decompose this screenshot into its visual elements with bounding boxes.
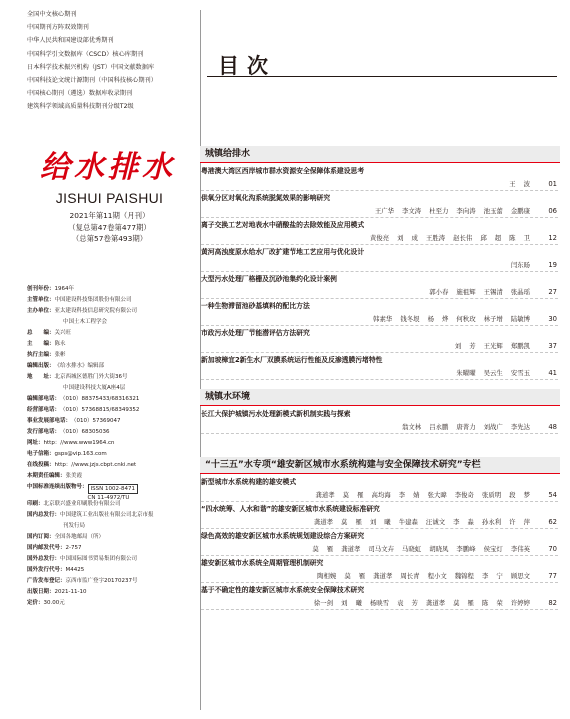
imprint-row bbox=[27, 372, 199, 383]
imprint-value: 全国各地邮局（所） bbox=[54, 534, 105, 540]
article-title: 新型城市水系统构建的雄安模式 bbox=[201, 478, 297, 486]
article-authors: 徐一剑 刘 曦 杨映雪 袁 芳 龚道孝 莫 罹 陈 荣 许婷婷 bbox=[313, 598, 530, 607]
entry-meta-row bbox=[201, 516, 558, 529]
imprint-row bbox=[27, 510, 199, 521]
imprint-row bbox=[27, 598, 199, 609]
index-item: 日本科学技术振兴机构（JST）中国文献数据库 bbox=[27, 63, 155, 71]
page-number: 19 bbox=[548, 260, 557, 269]
imprint-key: 广告发布登记： bbox=[27, 578, 66, 584]
imprint-value: 中国土木工程学会 bbox=[63, 319, 108, 325]
article-title: 基于不确定性的雄安新区城市水系统安全保障技术研究 bbox=[201, 586, 365, 594]
entry-divider bbox=[201, 582, 558, 583]
imprint-row bbox=[27, 543, 199, 554]
imprint-value: http：//www.www1964.cn bbox=[43, 440, 115, 446]
imprint-value: 中国建设科技集团股份有限公司 bbox=[54, 297, 132, 303]
article-title: 新加坡樟宜2新生水厂双膜系统运行性能及反渗透膜污堵特性 bbox=[201, 356, 383, 364]
imprint-key: 国外发行代号： bbox=[27, 567, 66, 573]
page-number: 01 bbox=[548, 179, 557, 188]
page-number: 30 bbox=[548, 314, 557, 323]
imprint-key: 本期责任编辑： bbox=[27, 473, 66, 479]
imprint-value: 2-757 bbox=[65, 545, 82, 551]
imprint-key: 事业发展部电话： bbox=[27, 418, 72, 424]
index-item: 全国中文核心期刊 bbox=[27, 11, 77, 18]
article-authors: 龚道孝 莫 罹 刘 曦 牛建森 汪诚文 李 淼 孙永利 许 萍 bbox=[313, 517, 530, 526]
article-authors: 刘 芳 王光辉 郑鹏凯 bbox=[454, 341, 530, 350]
index-item: 中国期刊方阵双效期刊 bbox=[27, 24, 89, 32]
imprint-key: 主管单位： bbox=[27, 297, 55, 303]
imprint-value: （010）57369047 bbox=[71, 418, 121, 424]
article-title: 长江大保护城镇污水处理新模式新机制实践与探索 bbox=[201, 410, 351, 418]
imprint-key: 经营部电话： bbox=[27, 407, 61, 413]
toc-entry[interactable] bbox=[201, 327, 558, 353]
imprint-row bbox=[27, 394, 199, 405]
toc-entry[interactable] bbox=[201, 192, 558, 218]
page-number: 48 bbox=[548, 422, 557, 431]
entry-divider bbox=[201, 528, 558, 529]
imprint-key: 编辑出版： bbox=[27, 363, 55, 369]
imprint-row bbox=[27, 317, 199, 328]
imprint-value: 张美霞 bbox=[65, 473, 83, 479]
journal-logo bbox=[33, 148, 183, 184]
imprint-row bbox=[27, 521, 199, 532]
toc-entry[interactable] bbox=[201, 530, 558, 556]
imprint-row bbox=[27, 499, 199, 510]
article-title: 供氧分区对氧化沟系统脱氮效果的影响研究 bbox=[201, 194, 331, 202]
section-entries bbox=[201, 165, 558, 381]
entry-meta-row bbox=[201, 543, 558, 556]
entry-divider bbox=[201, 379, 558, 380]
toc-entry[interactable] bbox=[201, 557, 558, 583]
toc-entry[interactable] bbox=[201, 246, 558, 272]
imprint-row bbox=[27, 565, 199, 576]
imprint-row bbox=[27, 471, 199, 482]
total-volume-line: （总第57卷第493期） bbox=[71, 234, 148, 243]
entry-meta-row bbox=[201, 570, 558, 583]
imprint-value: （010）68305036 bbox=[60, 429, 110, 435]
imprint-value: 中国建设科技大厦A座4层 bbox=[63, 385, 126, 391]
issn-cn-block bbox=[88, 482, 138, 499]
page-number: 82 bbox=[548, 598, 557, 607]
index-item: 中国核心期刊（遴选）数据库收录期刊 bbox=[27, 90, 133, 98]
article-title: 绿色高效的雄安新区城市水系统规划建设综合方案研究 bbox=[201, 532, 365, 540]
imprint-key: 执行主编： bbox=[27, 352, 55, 358]
article-title: 黄河高浊度原水给水厂改扩建节地工艺应用与优化设计 bbox=[201, 248, 365, 256]
entry-meta-row bbox=[201, 205, 558, 218]
article-authors: 莫 罹 龚道孝 司马文卉 马晓虹 胡晓凤 李鹏峰 侯宝灯 李伟英 bbox=[312, 544, 530, 553]
imprint-value: 30.00元 bbox=[43, 600, 65, 606]
entry-divider bbox=[201, 271, 558, 272]
imprint-value: M4425 bbox=[65, 567, 85, 573]
article-title: 雄安新区城市水系统全周期管理机制研究 bbox=[201, 559, 324, 567]
imprint-row bbox=[27, 482, 199, 499]
imprint-key: 定价： bbox=[27, 600, 44, 606]
toc-title-rule bbox=[207, 76, 557, 77]
imprint-key: 中国标准连续出版物号： bbox=[27, 484, 88, 490]
entry-meta-row bbox=[201, 313, 558, 326]
imprint-value: 1964年 bbox=[54, 286, 75, 292]
section-rule bbox=[200, 473, 560, 474]
imprint-row bbox=[27, 405, 199, 416]
article-authors: 韩素华 钱冬垠 杨 烨 何秋玫 林子增 陆敏博 bbox=[373, 314, 530, 323]
section-header bbox=[200, 389, 560, 405]
imprint-key: 发行部电话： bbox=[27, 429, 61, 435]
journal-pinyin: JISHUI PAISHUI bbox=[55, 190, 164, 206]
article-authors: 王 波 bbox=[509, 179, 530, 188]
imprint-value: 刊发行局 bbox=[63, 523, 86, 529]
imprint-row bbox=[27, 284, 199, 295]
section-label: 城镇水环境 bbox=[205, 392, 251, 402]
index-item: 中华人民共和国建设部优秀期刊 bbox=[27, 37, 114, 45]
imprint-key: 印刷： bbox=[27, 501, 44, 507]
index-item: 中国科技论文统计源期刊（中国科技核心期刊） bbox=[27, 77, 157, 85]
imprint-block bbox=[27, 284, 199, 609]
volume-line: （复总第47卷第477期） bbox=[68, 222, 151, 232]
toc-entry[interactable] bbox=[201, 165, 558, 191]
entry-divider bbox=[201, 244, 558, 245]
article-authors: 陶相婉 莫 罹 龚道孝 周长青 程小文 魏锦程 李 宁 顾思文 bbox=[317, 571, 530, 580]
entry-meta-row bbox=[201, 489, 558, 502]
article-authors: 黄俊亮 刘 成 王胜涛 赵长伟 邱 超 陈 卫 bbox=[369, 233, 530, 242]
imprint-row bbox=[27, 460, 199, 471]
imprint-key: 出版日期： bbox=[27, 589, 55, 595]
imprint-row bbox=[27, 449, 199, 460]
entry-divider bbox=[201, 217, 558, 218]
entry-divider bbox=[201, 325, 558, 326]
toc-entry[interactable] bbox=[201, 584, 558, 610]
page-number: 06 bbox=[548, 206, 557, 215]
svg-text:给水排水: 给水排水 bbox=[40, 150, 176, 184]
imprint-value: 张彬 bbox=[54, 352, 66, 358]
section-entries bbox=[201, 476, 558, 611]
imprint-row bbox=[27, 361, 199, 372]
imprint-key: 主 编： bbox=[27, 341, 55, 347]
article-authors: 郭小春 施祖辉 王锡清 张晶瑶 bbox=[429, 287, 530, 296]
issue-line: 2021年第11期（月刊） bbox=[69, 211, 150, 220]
page-number: 70 bbox=[548, 544, 557, 553]
imprint-row bbox=[27, 328, 199, 339]
entry-meta-row bbox=[201, 421, 558, 434]
imprint-key: 国内总发行： bbox=[27, 512, 61, 518]
entry-meta-row bbox=[201, 259, 558, 272]
imprint-key: 在线投稿： bbox=[27, 462, 55, 468]
article-authors: 朱曜曜 吴云生 安雪玉 bbox=[456, 368, 530, 377]
imprint-value: 陈永 bbox=[54, 341, 66, 347]
section-rule bbox=[200, 162, 560, 163]
imprint-value: http：//www.jzjs.cbpt.cnki.net bbox=[54, 462, 137, 468]
imprint-row bbox=[27, 532, 199, 543]
entry-divider bbox=[201, 609, 558, 610]
imprint-value: 2021-11-10 bbox=[54, 589, 87, 595]
article-title: 粤港澳大湾区西岸城市群水资源安全保障体系建设思考 bbox=[201, 167, 365, 175]
index-item: 中国科学引文数据库（CSCD）核心库期刊 bbox=[27, 50, 144, 58]
section-label: 城镇给排水 bbox=[205, 149, 251, 159]
imprint-key: 国外总发行： bbox=[27, 556, 61, 562]
section-label: “十三五”水专项“雄安新区城市水系统构建与安全保障技术研究”专栏 bbox=[205, 460, 481, 470]
toc-entry[interactable] bbox=[201, 273, 558, 299]
cn-number: CN 11-4972/TU bbox=[87, 495, 130, 501]
toc-entry[interactable] bbox=[201, 354, 558, 380]
entry-divider bbox=[201, 501, 558, 502]
article-authors: 龚道孝 莫 罹 高均海 李 婧 张大暐 李俊奇 张质明 段 梦 bbox=[315, 490, 530, 499]
entry-divider bbox=[201, 352, 558, 353]
imprint-value: 北京西城区德胜门外大街36号 bbox=[54, 374, 128, 380]
imprint-row bbox=[27, 587, 199, 598]
imprint-row bbox=[27, 427, 199, 438]
entry-divider bbox=[201, 298, 558, 299]
article-authors: 闫东旸 bbox=[510, 260, 530, 269]
indexing-list bbox=[27, 8, 202, 114]
imprint-value: （010）88375433/68316321 bbox=[60, 396, 140, 402]
entry-divider bbox=[201, 433, 558, 434]
imprint-row bbox=[27, 295, 199, 306]
imprint-value: 中国国际图书贸易集团有限公司 bbox=[60, 556, 138, 562]
imprint-key: 创刊年份： bbox=[27, 286, 55, 292]
toc-title: 目次 bbox=[218, 54, 276, 78]
entry-meta-row bbox=[201, 597, 558, 610]
imprint-row bbox=[27, 306, 199, 317]
page-number: 12 bbox=[548, 233, 557, 242]
page-number: 77 bbox=[548, 571, 557, 580]
toc-entry[interactable] bbox=[201, 300, 558, 326]
article-title: 市政污水处理厂节能潜评估方法研究 bbox=[201, 329, 310, 337]
imprint-row bbox=[27, 554, 199, 565]
imprint-value: gsps@vip.163.com bbox=[54, 451, 107, 457]
index-item: 建筑科学领域高质量科技期刊分级T2级 bbox=[27, 103, 134, 111]
imprint-value: 《给水排水》编辑部 bbox=[54, 363, 105, 369]
page-number: 54 bbox=[548, 490, 557, 499]
issue-info bbox=[27, 210, 192, 245]
toc-entry[interactable] bbox=[201, 476, 558, 502]
imprint-key: 国内邮发代号： bbox=[27, 545, 66, 551]
imprint-value: 京西市监广登字20170237号 bbox=[65, 578, 138, 584]
imprint-value: （010）57368815/68349352 bbox=[60, 407, 140, 413]
imprint-key: 编辑部电话： bbox=[27, 396, 61, 402]
entry-meta-row bbox=[201, 286, 558, 299]
page-number: 62 bbox=[548, 517, 557, 526]
entry-meta-row bbox=[201, 367, 558, 380]
imprint-value: 关兴旺 bbox=[54, 330, 72, 336]
entry-divider bbox=[201, 190, 558, 191]
article-title: 离子交换工艺对地表水中硝酸盐的去除效能及应用模式 bbox=[201, 221, 365, 229]
page-number: 41 bbox=[548, 368, 557, 377]
section-rule bbox=[200, 405, 560, 406]
section-header bbox=[200, 457, 560, 473]
toc-entry[interactable] bbox=[201, 408, 558, 434]
imprint-row bbox=[27, 576, 199, 587]
section-header bbox=[200, 146, 560, 162]
entry-meta-row bbox=[201, 340, 558, 353]
article-authors: 翁文林 吕永鹏 唐菁力 刘战广 李先达 bbox=[402, 422, 530, 431]
imprint-value: 中国建筑工业出版社有限公司北京市报 bbox=[60, 512, 154, 518]
entry-meta-row bbox=[201, 232, 558, 245]
imprint-value: 亚太建设科技信息研究院有限公司 bbox=[54, 308, 138, 314]
page-number: 27 bbox=[548, 287, 557, 296]
entry-meta-row bbox=[201, 178, 558, 191]
article-title: 大型污水处理厂格栅及沉砂池集约化设计案例 bbox=[201, 275, 337, 283]
imprint-row bbox=[27, 339, 199, 350]
imprint-key: 地 址： bbox=[27, 374, 55, 380]
imprint-row bbox=[27, 350, 199, 361]
article-authors: 王广华 李文涛 杜至力 李向涛 池玉蕾 金鹏康 bbox=[374, 206, 530, 215]
imprint-row bbox=[27, 438, 199, 449]
imprint-row bbox=[27, 383, 199, 394]
issn-number: ISSN 1002-8471 bbox=[88, 484, 138, 494]
entry-divider bbox=[201, 555, 558, 556]
imprint-key: 总 编： bbox=[27, 330, 55, 336]
imprint-key: 网址： bbox=[27, 440, 44, 446]
imprint-value: 北京联兴盛业印刷股份有限公司 bbox=[43, 501, 121, 507]
imprint-row bbox=[27, 416, 199, 427]
imprint-key: 主办单位： bbox=[27, 308, 55, 314]
page-number: 37 bbox=[548, 341, 557, 350]
article-title: “四水统筹、人水和谐”的雄安新区城市水系统建设标准研究 bbox=[201, 505, 380, 513]
article-title: 一种生物滞留池砂基填料的配比方法 bbox=[201, 302, 310, 310]
imprint-key: 电子信箱： bbox=[27, 451, 55, 457]
toc-entry[interactable] bbox=[201, 503, 558, 529]
section-entries bbox=[201, 408, 558, 435]
toc-entry[interactable] bbox=[201, 219, 558, 245]
imprint-key: 国内订阅： bbox=[27, 534, 55, 540]
